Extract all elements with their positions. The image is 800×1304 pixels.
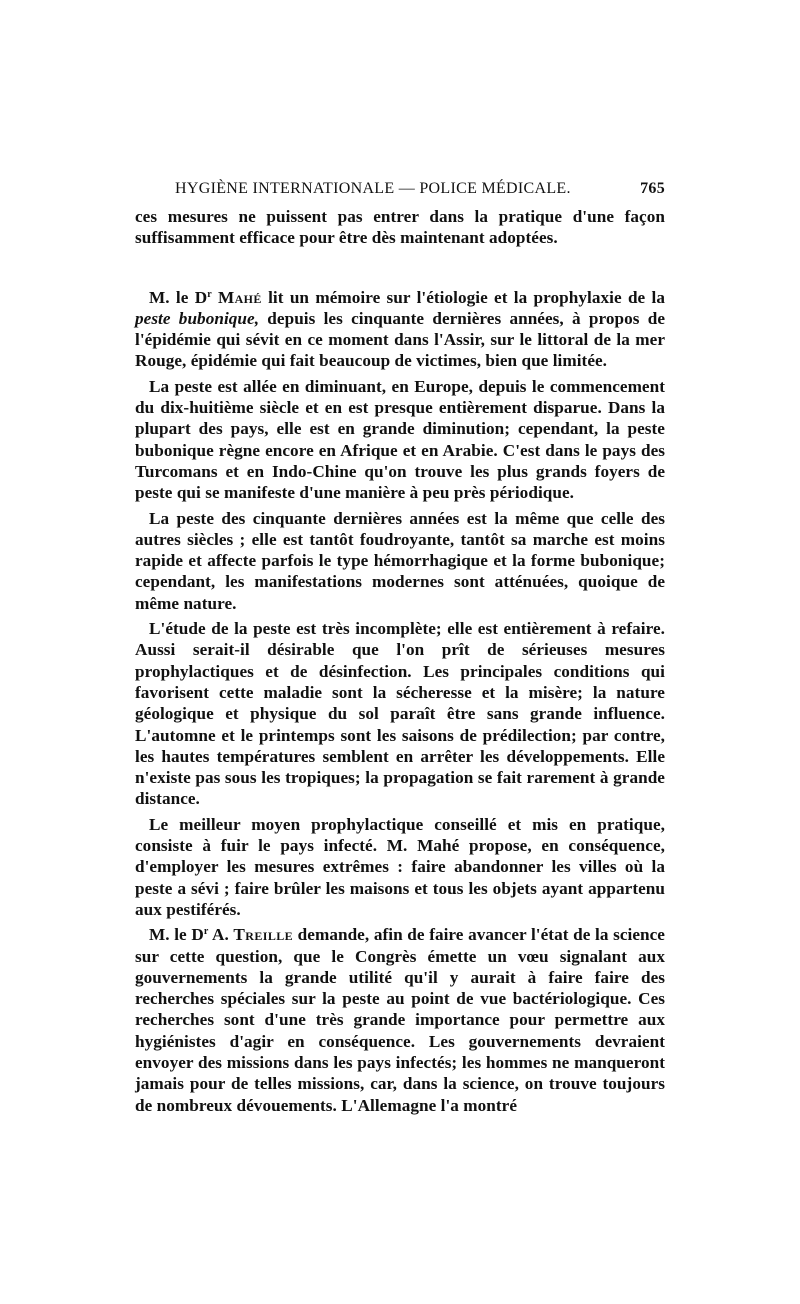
running-head: [175, 180, 665, 198]
paragraph-history: La peste est allée en diminuant, en Europe, depuis le commencement du dix-huitième siècle et en est presque entièrement disparue. Dans la plupart des pays, elle est en grande diminution; cependant, la peste bubonique règne encore en Afrique et en Arabie. C'est dans le pays des Turcomans et en Indo-Chine qu'on trouve les plus grands foyers de peste qui se manifeste d'une manière à peu près périodique.: [135, 376, 665, 503]
text-run: demande, afin de faire avancer l'état de la science sur cette question, que le Congrès émette un vœu signalant aux gouvernements la grande utilité qu'il y aurait à faire faire des recherches spéciales sur la peste au point de vue bactériologique. Ces recherches sont d'une très grande importance pour permettre aux hygiénistes d'agir en conséquence. Les gouvernements devraient envoyer des missions dans les pays infectés; les hommes ne manqueront jamais pour de telles missions, car, dans la science, on trouve toujours de nombreux dévouements. L'Allemagne l'a montré: [135, 925, 665, 1115]
paragraph-continuation: ces mesures ne puissent pas entrer dans la pratique d'une façon suffisamment efficace pour être dès maintenant adoptées.: [135, 207, 665, 248]
book-page: [135, 180, 665, 1116]
paragraph-study: L'étude de la peste est très incomplète; elle est entièrement à refaire. Aussi serait-il désirable que l'on prît de sérieuses mesures prophylactiques et de désinfection. Les principales conditions qui favorisent cette maladie sont la sécheresse et la misère; la nature géologique et physique du sol paraît être sans grande influence. L'automne et le printemps sont les saisons de prédilection; par contre, les hautes températures semblent en arrêter les développements. Elle n'existe pas sous les tropiques; la propagation se fait rarement à grande distance.: [135, 619, 665, 809]
text-run: A.: [208, 925, 234, 945]
paragraph-mahe-intro: [135, 287, 665, 372]
superscript: r: [203, 926, 209, 938]
author-name: Mahé: [217, 287, 262, 307]
running-title: HYGIÈNE INTERNATIONALE — POLICE MÉDICALE.: [175, 180, 571, 197]
page-number: 765: [640, 180, 665, 197]
paragraph-prophylaxis: Le meilleur moyen prophylactique conseillé et mis en pratique, consiste à fuir le pays infecté. M. Mahé propose, en conséquence, d'employer les mesures extrêmes : faire abandonner les villes où la peste a sévi ; faire brûler les maisons et tous les objets ayant appartenu aux pestiférés.: [135, 814, 665, 919]
paragraph-treille: [135, 924, 665, 1116]
italic-term: peste bubonique,: [135, 308, 260, 328]
paragraph-forms: La peste des cinquante dernières années est la même que celle des autres siècles ; elle est tantôt foudroyante, tantôt sa marche est moins rapide et affecte parfois le type hémorrhagique et la forme bubonique; cependant, les manifestations modernes sont atténuées, quoique de même nature.: [135, 508, 665, 613]
superscript: r: [207, 288, 212, 300]
text-run: lit un mémoire sur l'étiologie et la prophylaxie de la: [261, 287, 666, 307]
text-run: depuis les cinquante dernières années, à propos de l'épidémie qui sévit en ce moment dans l'Assir, sur le littoral de la mer Rouge, épidémie qui fait beaucoup de victimes, bien que limitée.: [135, 308, 665, 371]
text-run: M. le D: [149, 925, 204, 945]
author-name: Treille: [233, 925, 294, 945]
text-run: M. le D: [149, 287, 208, 307]
